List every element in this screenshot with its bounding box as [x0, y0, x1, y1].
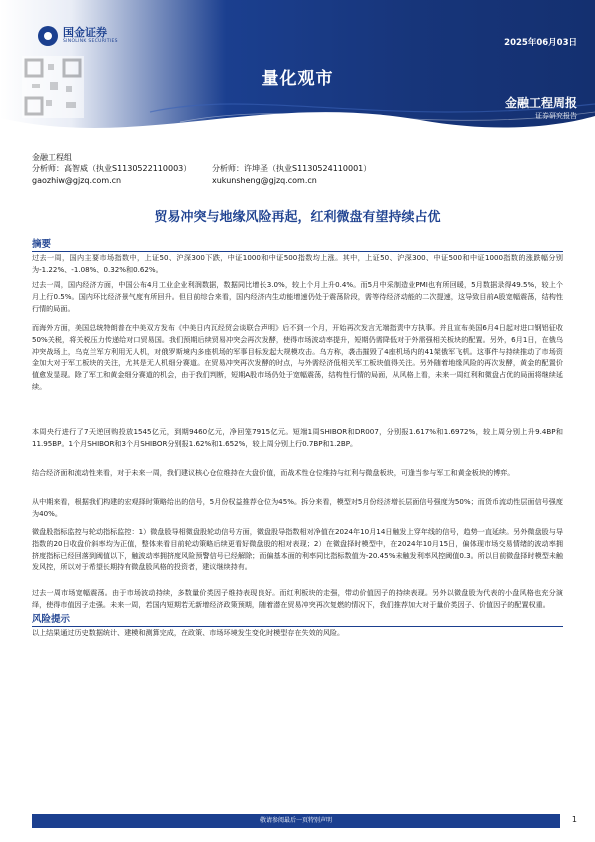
abstract-paragraph: 过去一周，国内主要市场指数中，上证50、沪深300下跌，中证1000和中证500指数均上涨。其中，上证50、沪深300、中证500和中证1000指数的涨跌幅分别为-1.22%、-1.08%、0.32%和0.62%。 [32, 253, 563, 274]
report-series-title: 量化观市 [261, 69, 334, 89]
analyst-name: 分析师：高智威（执业S1130522110003） [32, 164, 192, 173]
logo-icon [38, 26, 58, 46]
abstract-paragraph: 本周央行进行了7天逆回购投放1545亿元，到期9460亿元，净回笼7915亿元。短端1周SHIBOR和DR007，分别报1.617%和1.6972%，较上周分别上升9.4BP和11.95BP。1个月SHIBOR和3个月SHIBOR分别报1.62%和1.652%，较上周分别上行0.7BP和1.2BP。 [32, 427, 563, 448]
analyst-block [212, 163, 371, 187]
logo-name-cn: 国金证券 [63, 26, 107, 39]
analyst-block [32, 163, 191, 187]
page-number: 1 [571, 815, 577, 824]
abstract-heading: 摘要 [32, 236, 563, 252]
report-date: 2025年06月03日 [504, 38, 577, 48]
abstract-paragraph: 微盘股指标监控与轮动指标监控：1）微盘股导相微盘股轮动信号方面，微盘股导指数相对净值在2024年10月14日触发上穿年线的信号，趋势一直延续。另外微盘股与导指数的20日收盘价斜率均为正值，整体来看目前轮动策略后续更看好微盘股的相对表现；2）在微盘择时模型中，在2024年10月15日，偏体现市场交易情绪的波动率拥挤度指标已经回落到阈值以下，触波动率拥挤度风险预警信号已经解除；而偏基本面的利率同比指标数值为-20.45%未触发利率风控阈值0.3。所以目前微盘择时模型未触发风控，所以对于希望长期持有微盘股风格的投资者，建议继续持有。 [32, 527, 563, 572]
abstract-paragraph: 过去一周，国内经济方面，中国公布4月工业企业利润数据，数据同比增长3.0%，较上个月上升0.4%。而5月中采制造业PMI也有所回暖，5月数据录得49.5%，较上个月上行0.5%。国内环比经济景气度有所回升。但目前综合来看，国内经济内生动能增速仍处于震荡阶段，需等待经济动能的二次提速，这导致目前A股宽幅震荡，结构性行情的局面。 [32, 280, 563, 313]
risk-paragraph: 以上结果通过历史数据统计、建模和测算完成，在政策、市场环境发生变化时模型存在失效的风险。 [32, 628, 345, 637]
analyst-name: 分析师：许坤圣（执业S1130524110001） [212, 164, 372, 173]
risk-heading: 风险提示 [32, 611, 563, 627]
report-subtype: 证券研究报告 [535, 112, 577, 120]
report-header [0, 0, 595, 144]
report-type: 金融工程周报 [504, 96, 577, 110]
footer-disclaimer: 敬请参阅最后一页特别声明 [32, 814, 560, 828]
abstract-paragraph: 从中期来看，根据我们构建的宏观择时策略给出的信号，5月份权益推荐仓位为45%。拆分来看，模型对5月份经济增长层面信号强度为50%；而货币流动性层面信号强度为40%。 [32, 497, 563, 518]
logo-name-en: SINOLINK SECURITIES [63, 39, 118, 44]
abstract-paragraph: 而海外方面，美国总统特朗普在中美双方发布《中美日内瓦经贸会谈联合声明》后不到一个月，开始再次发言无端指责中方执事。并且宣布美国6月4日起对进口钢铝征收50%关税，将关税压力传递给对口贸易国。我们预期后续贸易冲突会再次发酵，使得市场波动率提升，短期仍需降低对于外需强相关板块的配置。另外，6月1日，在俄乌冲突战场上，乌克兰军方利用无人机，对俄罗斯境内多座机场的军事目标发起大规模攻击。乌方称，袭击摧毁了4座机场内的41架俄军飞机。这事件与持续推动了市场资金加大对于军工板块的关注，尤其是无人机细分赛道。在贸易冲突再次发酵的时点，与外需经济低相关军工板块值得关注。另外随着地缘风险的再次发酵，黄金的配置价值愈发显现。除了军工和黄金细分赛道的机会，由于我们判断，短期A股市场仍处于宽幅震荡，结构性行情的局面，从风格上看，未来一周红利和微盘占优的局面将继续延续。 [32, 323, 563, 391]
analyst-email[interactable]: gaozhiw@gjzq.com.cn [32, 176, 122, 185]
abstract-paragraph: 结合经济面和流动性来看，对于未来一周，我们建议核心仓位维持在大盘价值，而战术性仓位维持与红利与微盘板块，可逢当参与军工和黄金板块的博弈。 [32, 468, 515, 477]
company-logo [38, 26, 118, 46]
abstract-paragraph: 过去一周市场宽幅震荡。由于市场波动持续，多数量价类因子维持表现良好。而红利板块的走强，带动价值因子的持续表现。另外以微盘股为代表的小盘风格也充分演绎，使得市值因子走强。未来一周，若国内短期若无新增经济政策预期，随着潜在贸易冲突再次复燃的情况下，我们推荐加大对于量价类因子、价值因子的配置权重。 [32, 588, 563, 609]
team-name: 金融工程组 [32, 153, 72, 162]
analyst-email[interactable]: xukunsheng@gjzq.com.cn [212, 176, 317, 185]
report-main-title: 贸易冲突与地缘风险再起，红利微盘有望持续占优 [154, 210, 441, 225]
